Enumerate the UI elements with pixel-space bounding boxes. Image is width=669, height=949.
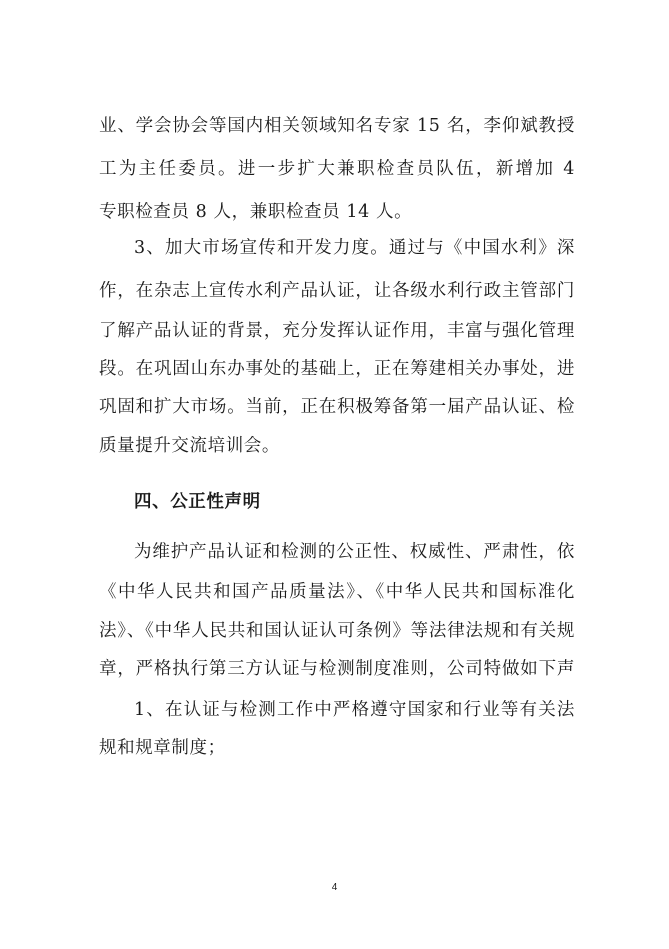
paragraph-line: 专职检查员 8 人，兼职检查员 14 人。 bbox=[99, 202, 413, 222]
paragraph-line: 了解产品认证的背景，充分发挥认证作用，丰富与强化管理 bbox=[99, 321, 575, 341]
paragraph-line: 规和规章制度； bbox=[99, 738, 226, 758]
paragraph-line: 段。在巩固山东办事处的基础上，正在筹建相关办事处，进 bbox=[99, 359, 575, 379]
paragraph-line: 3、加大市场宣传和开发力度。通过与《中国水利》深 bbox=[134, 238, 575, 258]
section-heading: 四、公正性声明 bbox=[134, 492, 261, 512]
paragraph-line: 作，在杂志上宣传水利产品认证，让各级水利行政主管部门 bbox=[99, 281, 575, 301]
paragraph-line: 1、在认证与检测工作中严格遵守国家和行业等有关法 bbox=[134, 700, 575, 720]
page-number: 4 bbox=[331, 882, 338, 893]
paragraph-line: 为维护产品认证和检测的公正性、权威性、严肃性，依 bbox=[134, 542, 575, 562]
paragraph-line: 法》、《中华人民共和国认证认可条例》等法律法规和有关规 bbox=[99, 621, 575, 641]
paragraph-line: 质量提升交流培训会。 bbox=[99, 436, 280, 456]
paragraph-line: 业、学会协会等国内相关领域知名专家 15 名，李仰斌教授 bbox=[99, 116, 575, 136]
paragraph-line: 巩固和扩大市场。当前，正在积极筹备第一届产品认证、检 bbox=[99, 397, 575, 417]
paragraph-line: 章，严格执行第三方认证与检测制度准则，公司特做如下声 bbox=[99, 659, 575, 679]
paragraph-line: 《中华人民共和国产品质量法》、《中华人民共和国标准化 bbox=[99, 582, 575, 602]
paragraph-line: 工为主任委员。进一步扩大兼职检查员队伍，新增加 4 bbox=[99, 159, 575, 179]
